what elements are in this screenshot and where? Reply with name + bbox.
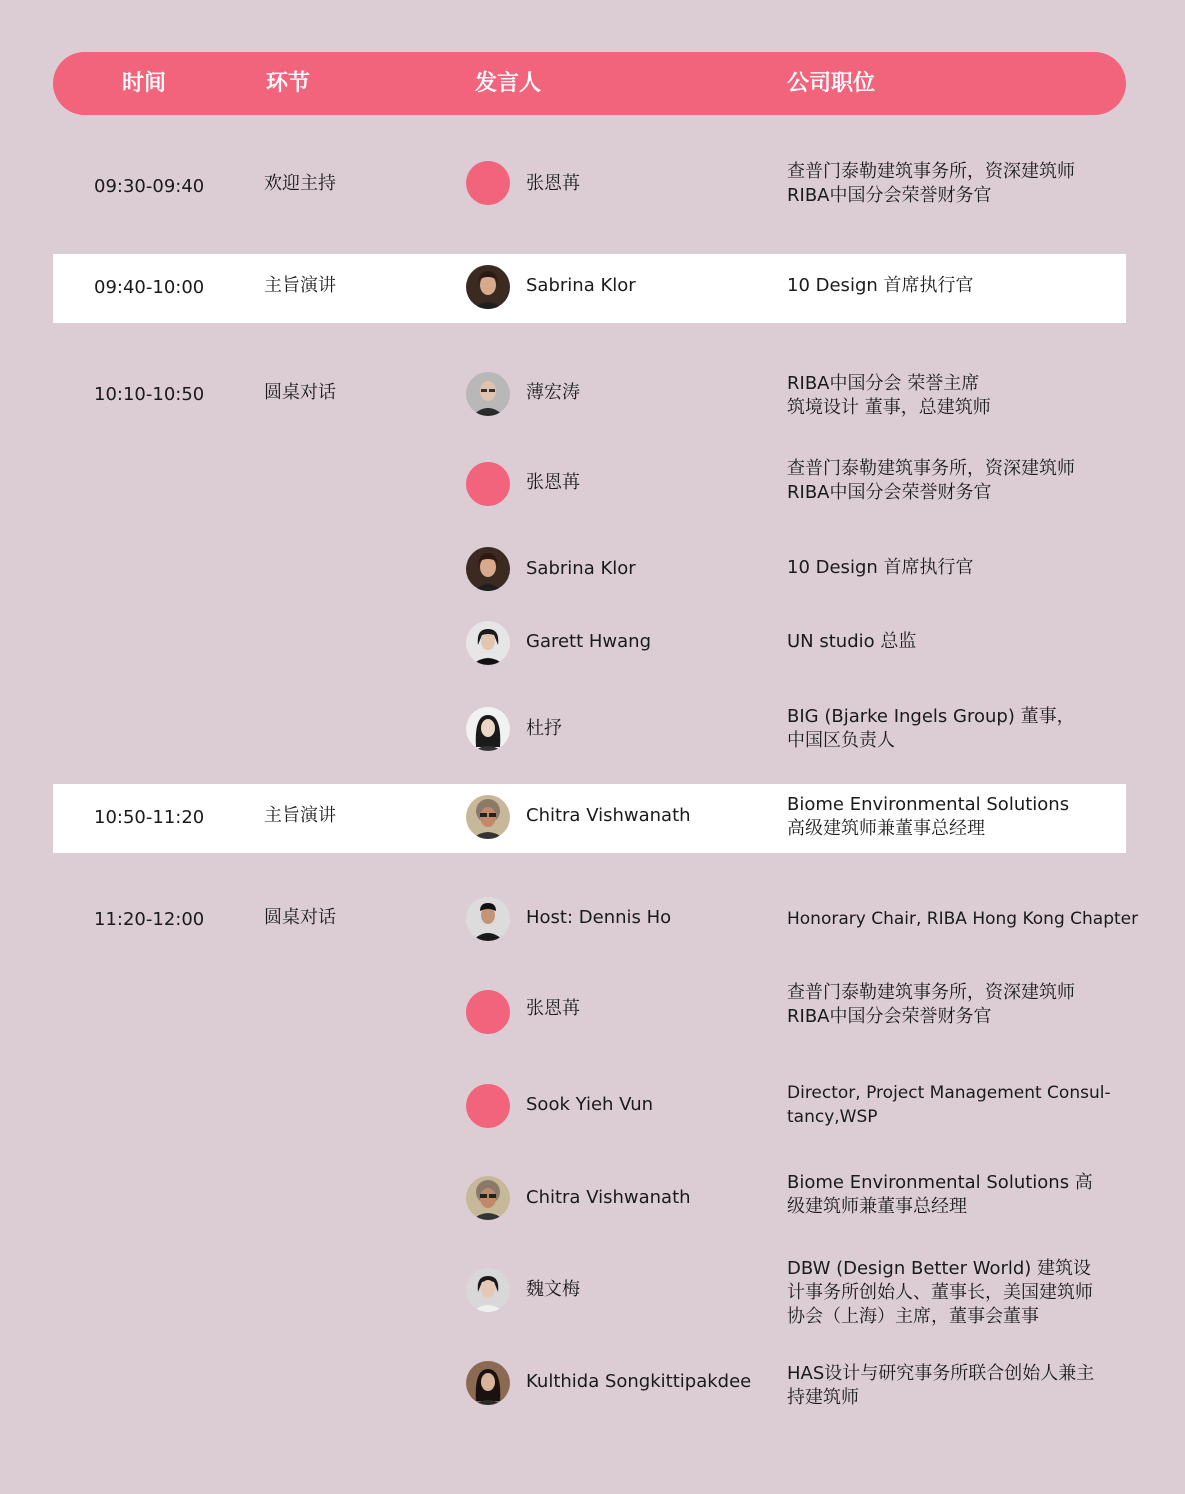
speaker-name: Sook Yieh Vun bbox=[526, 1094, 654, 1115]
header-time: 时间 bbox=[122, 71, 167, 96]
session-time: 09:30-09:40 bbox=[94, 176, 205, 197]
speaker-role: DBW (Design Better World) 建筑设 计事务所创始人、董事长，美国建筑师 协会（上海）主席，董事会董事 bbox=[787, 1258, 1093, 1327]
speaker-name: Kulthida Songkittipakdee bbox=[526, 1371, 752, 1392]
header-speaker: 发言人 bbox=[475, 71, 542, 96]
speaker-role: 查普门泰勒建筑事务所，资深建筑师 RIBA中国分会荣誉财务官 bbox=[787, 161, 1075, 206]
speaker-name: 张恩苒 bbox=[526, 472, 580, 493]
avatar-photo bbox=[466, 897, 510, 941]
schedule-header bbox=[53, 52, 1126, 115]
speaker-name: 杜抒 bbox=[526, 718, 562, 739]
speaker-role: 10 Design 首席执行官 bbox=[787, 557, 974, 578]
speaker-name: 魏文梅 bbox=[526, 1279, 580, 1300]
avatar-photo bbox=[466, 621, 510, 665]
speaker-name: Sabrina Klor bbox=[526, 275, 636, 296]
speaker-name: Chitra Vishwanath bbox=[526, 1187, 691, 1208]
session-time: 09:40-10:00 bbox=[94, 277, 205, 298]
speaker-role: HAS设计与研究事务所联合创始人兼主 持建筑师 bbox=[787, 1363, 1095, 1408]
session-time: 10:10-10:50 bbox=[94, 384, 205, 405]
avatar-photo bbox=[466, 1268, 510, 1312]
avatar-placeholder bbox=[466, 1084, 510, 1128]
avatar-photo bbox=[466, 265, 510, 309]
session-segment: 圆桌对话 bbox=[264, 907, 336, 928]
session-segment: 主旨演讲 bbox=[264, 805, 336, 826]
avatar-photo bbox=[466, 1176, 510, 1220]
speaker-role: Biome Environmental Solutions 高级建筑师兼董事总经理 bbox=[787, 794, 1070, 839]
speaker-role: RIBA中国分会 荣誉主席 筑境设计 董事，总建筑师 bbox=[787, 373, 991, 418]
speaker-name: 张恩苒 bbox=[526, 998, 580, 1019]
header-position: 公司职位 bbox=[787, 71, 876, 96]
avatar-placeholder bbox=[466, 462, 510, 506]
avatar-photo bbox=[466, 795, 510, 839]
speaker-role: 查普门泰勒建筑事务所，资深建筑师 RIBA中国分会荣誉财务官 bbox=[787, 458, 1075, 503]
avatar-photo bbox=[466, 707, 510, 751]
session-segment: 欢迎主持 bbox=[264, 173, 336, 194]
speaker-role: Biome Environmental Solutions 高 级建筑师兼董事总经理 bbox=[787, 1172, 1093, 1217]
header-segment: 环节 bbox=[266, 71, 311, 96]
avatar-photo bbox=[466, 547, 510, 591]
avatar-placeholder bbox=[466, 161, 510, 205]
avatar-photo bbox=[466, 1361, 510, 1405]
speaker-name: Chitra Vishwanath bbox=[526, 805, 691, 826]
speaker-role: 查普门泰勒建筑事务所，资深建筑师 RIBA中国分会荣誉财务官 bbox=[787, 982, 1075, 1027]
speaker-name: Sabrina Klor bbox=[526, 558, 636, 579]
session-segment: 主旨演讲 bbox=[264, 275, 336, 296]
avatar-photo bbox=[466, 372, 510, 416]
speaker-role: Director, Project Management Consul- tancy,WSP bbox=[787, 1083, 1111, 1127]
session-time: 11:20-12:00 bbox=[94, 909, 205, 930]
speaker-name: 薄宏涛 bbox=[526, 382, 580, 403]
speaker-role: 10 Design 首席执行官 bbox=[787, 275, 974, 296]
avatar-placeholder bbox=[466, 990, 510, 1034]
speaker-name: 张恩苒 bbox=[526, 173, 580, 194]
speaker-name: Host: Dennis Ho bbox=[526, 907, 672, 928]
speaker-role: Honorary Chair, RIBA Hong Kong Chapter bbox=[787, 909, 1139, 929]
speaker-role: BIG (Bjarke Ingels Group) 董事， 中国区负责人 bbox=[787, 706, 1075, 751]
session-segment: 圆桌对话 bbox=[264, 382, 336, 403]
speaker-role: UN studio 总监 bbox=[787, 631, 917, 652]
speaker-name: Garett Hwang bbox=[526, 631, 652, 652]
session-time: 10:50-11:20 bbox=[94, 807, 205, 828]
